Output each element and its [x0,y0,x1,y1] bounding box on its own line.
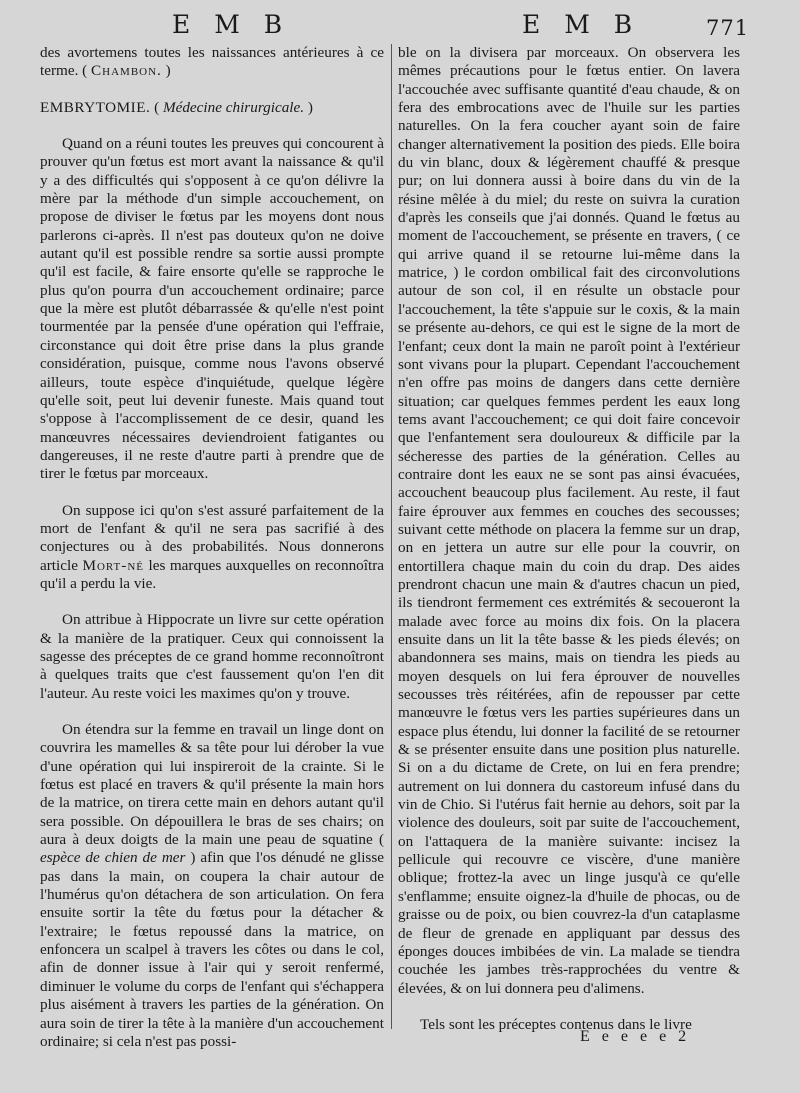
article-heading [40,99,384,117]
paragraph-text: On suppose ici qu'on s'est assuré parfaitement de la mort de l'enfant & qu'il ne sera pas sacrifié à des conjectures ou à des probabilités. Nous donnerons article [40,501,384,574]
header-right-word: E M B [522,10,641,39]
paragraph-text: les marques auxquelles on reconnoîtra qu'il a perdu la vie. [40,556,385,592]
cross-reference: Mort-né [82,556,145,574]
paragraph-closing: Tels sont les préceptes contenus dans le livre [420,1015,692,1033]
italic-gloss: espèce de chien de mer [40,849,186,867]
paragraph-text: ) afin que l'os dénudé ne glisse pas dans la main, on coupera la chair autour de l'humérus qu'on détachera de son articulation. On fera ensuite sortir la tête du fœtus pour la détacher & l'extraire; le fœtus repoussé dans la matrice, on enfoncera un scalpel à travers les côtes ou dans le col, afin de donner issue à l'air qui y seroit renfermé, diminuer le volume du corps de l'enfant qui s'échappera plus aisément à travers les parties de la génération. On aura soin de tirer la tête à la manière d'un accouchement ordinaire; si cela n'est pas possi- [40,849,384,1050]
paragraph-continuation: ble on la divisera par morceaux. On observera les mêmes précautions pour le fœtus entier. On lavera l'accouchée avec suffisante quantité d'eau chaude, & on fera des embrocations avec de l'huile sur les parties naturelles. On la fera coucher ayant soin de faire changer alternativement la position des pieds. Elle boira du vin blanc, doux & légèrement chauffé & presque pur; on lui donnera aussi à boire dans du vin de la résine mêlée à du miel; du reste on suivra la curation d'après les conseils que j'ai donnés. Quand le fœtus au moment de l'accouchement, se présente en travers, ( ce qui arrive quand il se retourne lui-même dans la matrice, ) le cordon ombilical fait des circonvolutions autour de son col, il en résulte un obstacle pour l'accouchement, la tête s'appuie sur le coxis, & la main se présente au-dehors, ce qui est le signe de la mort de l'enfant; ceux dont la main ne paroît point à l'extérieur sont vivans pour la plupart. Cependant l'accouchement n'en offre pas moins de dangers dans cette dernière situation; car quelques femmes perdent les eaux long tems avant l'accouchement; ce qui doit faire concevoir que l'enfantement sera douloureux & difficile par la sécheresse des parties de la génération. Celles au contraire dont les eaux ne se sont pas ainsi évacuées, accouchent beaucoup plus facilement. Au reste, il faut faire éprouver aux femmes en couches des secousses; suivant cette méthode on placera la femme sur un drap, on en jettera un autre sur elle pour la couvrir, on entortillera chaque main du coin du drap. Des aides prendront chacun une main & d'autres chacun un pied, ils tiendront fermement ces extrémités & secoueront la malade avec force au moins dix fois. On la placera ensuite dans un lit la tête basse & les pieds élevés; on abandonnera ses mains, mais on tiendra les pieds au moyen desquels on lui fera éprouver de nouvelles secousses très réitérées, afin de repousser par cette manœuvre le fœtus vers les parties supérieures dans un espace plus étendu, lui donner la facilité de se retourner & se présenter ensuite dans une position plus naturelle. Si on a du dictame de Crete, on lui en fera prendre; autrement on lui donnera du castoreum infusé dans du vin de Chio. Si l'utérus fait hernie au dehors, soit par la violence des douleurs, soit par suite de l'accouchement, on l'attaquera de la manière suivante: incisez la pellicule qui recouvre ce viscère, d'une manière oblique; frottez-la avec un linge jusqu'à ce qu'elle s'enflamme; ensuite oignez-la d'huile de phocas, ou de graisse ou de poix, ou bien couvrez-la d'un cataplasme de fleur de grenade en appliquant par dessus des éponges douces imbibées de vin. La malade se tiendra couchée les jambes très-rapprochées du ventre & élevées, & on lui donnera peu d'alimens. [398,44,740,997]
paragraph-continued [40,44,384,81]
paragraph-hippocrates: On attribue à Hippocrate un livre sur cette opération & la manière de la pratiquer. Ceux qui connoissent la sagesse des préceptes de ce grand homme reconnoîtront à quelques traits que c'est faussement qu'on l'en dit l'auteur. Au reste voici les maximes qu'on y trouve. [40,611,384,702]
article-title: EMBRYTOMIE. [40,98,151,116]
running-header [0,10,800,44]
article-category: Médecine chirurgicale. [162,98,305,116]
paren-close: ) [165,62,171,80]
paragraph-supposition [40,502,384,594]
paragraph-intro: Quand on a réuni toutes les preuves qui concourent à prouver qu'un fœtus est mort avant la naissance & qu'il y a des difficultés qui s'opposent à ce qu'on délivre la mère par la méthode d'un simple accouchement, on propose de diviser le fœtus par les moyens dont nous parlerons ci-après. Il n'est pas douteux qu'on ne doive autant qu'il est possible rendre sa sortie aussi prompte qu'il est facile, & faire ensorte qu'elle se rapproche le plus qu'on pourra d'un accouchement ordinaire; parce que la mère est plutôt débarrassée & qu'elle n'est point tourmentée par la pensée d'une opération qui l'effraie, circonstance qui doit être prise dans la plus grande considération, puisque, comme nous l'avons observé ailleurs, toute espèce d'inquiétude, quelque légère qu'elle soit, peut lui devenir funeste. Mais quand tout s'oppose à l'accomplissement de ce desir, quand les manœuvres nécessaires deviendroient fatigantes ou dangereuses, il ne reste d'autre parti à prendre que de tirer le fœtus par morceaux. [40,135,384,483]
paragraph-maxims [40,721,384,1051]
paragraph-text: des avortemens toutes les naissances antérieures à ce terme. ( [40,44,384,80]
header-left-word: E M B [172,10,291,39]
paren-close: ) [307,98,313,116]
paragraph-text: On étendra sur la femme en travail un linge dont on couvrira les mamelles & sa tête pour lui dérober la vue d'une opération qui lui inspireroit de la crainte. Si le fœtus est placé en travers & qu'il présente la main hors de la matrice, on tirera cette main en dehors autant qu'il sera possible. On dépouillera le bras de ses chairs; on aura à deux doigts de la main une peau de squatine ( [40,721,384,849]
paren-open: ( [154,98,160,116]
signature-mark: E e e e e 2 [580,1028,691,1045]
author-name: Chambon. [91,62,162,80]
left-column [40,44,384,1051]
page-number: 771 [706,16,750,40]
column-divider [391,44,392,1029]
right-column [398,44,740,1034]
